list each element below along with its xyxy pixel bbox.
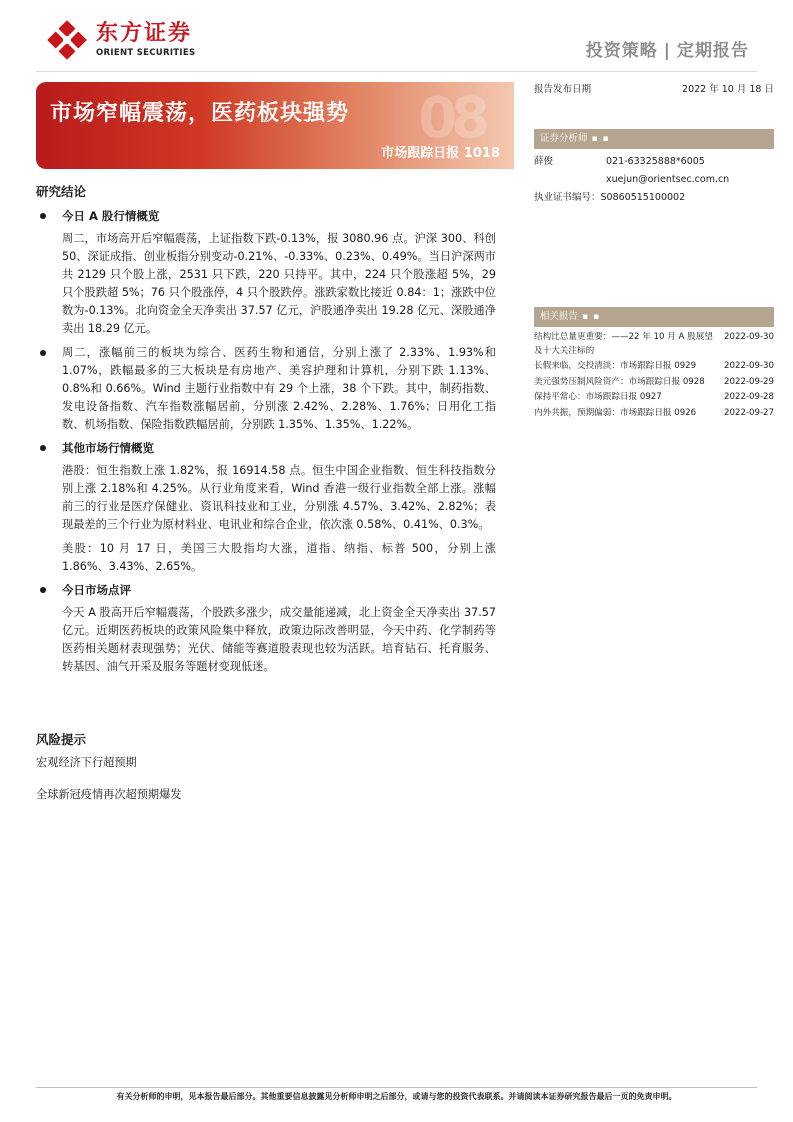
related-report-title[interactable]: 长假来临，交投清淡：市场跟踪日报 0929 [534,361,697,371]
brand-logo-icon [46,19,88,61]
paragraph-text: 周二，涨幅前三的板块为综合、医药生物和通信，分别上涨了 2.33%、1.93%和 1.07%，跌幅最多的三大板块是有房地产、美容护理和计算机，分别下跌 1.13%、0.8%和 0.66%。Wind 主题行业指数中有 29 个上涨，38 个下跌。其中，制药指数、发电设备指数、汽车指数涨幅居前，分别涨 2.42%、2.28%、1.76%；日用化工指数、机场指数、保险指数跌幅居前，分别跌 1.35%、1.35%、1.22%。 [62,346,496,431]
related-report-item[interactable] [534,360,774,374]
section-title: 今日 A 股行情概览 [62,209,160,223]
analyst-info [534,153,774,207]
risk-warning [36,730,496,818]
cert-label: 执业证书编号： [534,192,601,203]
bullet-icon [40,445,46,451]
section-title: 其他市场行情概览 [62,441,154,455]
analyst-phone: 021-63325888*6005 [606,156,705,167]
category-label: 投资策略 [585,41,658,61]
related-section-title: 相关报告 [540,311,579,322]
section-market-comment [36,582,496,598]
section-a-share-overview [36,208,496,224]
related-reports-list [534,331,774,420]
header-divider [36,71,757,72]
related-report-item[interactable] [534,407,774,421]
footer-disclaimer: 有关分析师的申明，见本报告最后部分。其他重要信息披露见分析师申明之后部分，或请与您的投资代表联系。并请阅读本证券研究报告最后一页的免责申明。 [116,1092,677,1101]
related-report-date: 2022-09-30 [724,361,774,371]
paragraph-market-comment: 今天 A 股高开后窄幅震荡，个股跌多涨少，成交量能递减，北上资金全天净卖出 37.57 亿元。近期医药板块的政策风险集中释放，政策边际改善明显，今天中药、化学制药等医药相关题材表现强势；光伏、储能等赛道股表现也较为活跃。培育钻石、托育服务、转基因、油气开采及服务等题材变现低迷。 [62,606,496,673]
brand-name-en: ORIENT SECURITIES [96,47,196,58]
header-dots-icon: ▪ ▪ [582,312,601,322]
header-dots-icon: ▪ ▪ [591,134,610,144]
report-category [586,36,749,61]
paragraph-sector-performance [36,344,496,434]
paragraph-market-summary: 周二，市场高开后窄幅震荡，上证指数下跌-0.13%，报 3080.96 点。沪深 300、科创 50、深证成指、创业板指分别变动-0.21%、-0.33%、0.23%、0.49%。当日沪深两市共 2129 只个股上涨，2531 只下跌，220 只持平。其中，224 只个股涨超 5%，29 只个股跌超 5%；76 只个股涨停，4 只个股跌停。涨跌家数比接近 0.84：1；涨跌中位数为-0.13%。北向资金全天净卖出 37.57 亿元，沪股通净卖出 19.28 亿元、深股通净卖出 18.29 亿元。 [62,232,496,335]
related-report-date: 2022-09-30 [724,332,774,342]
analyst-section-title: 证券分析师 [540,133,588,144]
related-report-item[interactable] [534,376,774,390]
bullet-icon [40,587,46,593]
publish-date-label: 报告发布日期 [534,84,592,95]
brand-logo [46,20,195,60]
analyst-section-header [534,129,774,149]
related-report-title[interactable]: 结构比总量更重要：——22 年 10 月 A 股展望及十大关注标的 [534,332,713,356]
related-report-title[interactable]: 保持平常心：市场跟踪日报 0927 [534,392,662,402]
related-report-date: 2022-09-27 [724,407,774,418]
risk-item: 全球新冠疫情再次超预期爆发 [36,788,182,801]
category-separator: | [663,41,671,61]
section-other-markets [36,440,496,456]
risk-item: 宏观经济下行超预期 [36,756,137,769]
report-subtitle: 市场跟踪日报 1018 [381,146,500,161]
publish-date-row [534,80,774,100]
paragraph-hk-market: 港股：恒生指数上涨 1.82%，报 16914.58 点。恒生中国企业指数、恒生科技指数分别上涨 2.18%和 4.25%。从行业角度来看，Wind 香港一级行业指数全部上涨。涨幅前三的行业是医疗保健业、资讯科技业和工业，分别涨 4.57%、3.42%、2.82%；表现最差的三个行业为原材料业、电讯业和综合企业，依次涨 0.58%、0.41%、0.3%。 [62,464,496,531]
bullet-icon [40,350,46,356]
conclusion-heading: 研究结论 [36,184,87,199]
analyst-name: 薛俊 [534,156,554,167]
report-type-label: 定期报告 [677,41,749,61]
title-banner [36,82,514,169]
related-report-title[interactable]: 美元强势压制风险资产：市场跟踪日报 0928 [534,376,705,387]
related-report-date: 2022-09-28 [724,392,774,402]
analyst-email[interactable]: xuejun@orientsec.com.cn [606,174,730,185]
footer-divider [36,1087,757,1088]
sidebar-info [534,80,774,422]
brand-name-cn: 东方证券 [96,20,193,46]
related-report-title[interactable]: 内外共振，预期偏弱：市场跟踪日报 0926 [534,407,697,418]
paragraph-us-market: 美股：10 月 17 日，美国三大股指均大涨，道指、纳指、标普 500，分别上涨 1.86%、3.43%、2.65%。 [62,542,496,573]
related-report-item[interactable] [534,331,774,358]
related-section-header [534,307,774,327]
report-title: 市场窄幅震荡，医药板块强势 [50,101,350,126]
research-conclusion [36,182,496,682]
section-title: 今日市场点评 [62,583,131,597]
banner-decoration: 08 [418,86,484,151]
related-report-date: 2022-09-29 [724,376,774,387]
related-report-item[interactable] [534,391,774,405]
publish-date-value: 2022 年 10 月 18 日 [682,84,774,95]
cert-number: S0860515100002 [600,192,686,203]
risk-heading: 风险提示 [36,732,87,747]
bullet-icon [40,213,46,219]
